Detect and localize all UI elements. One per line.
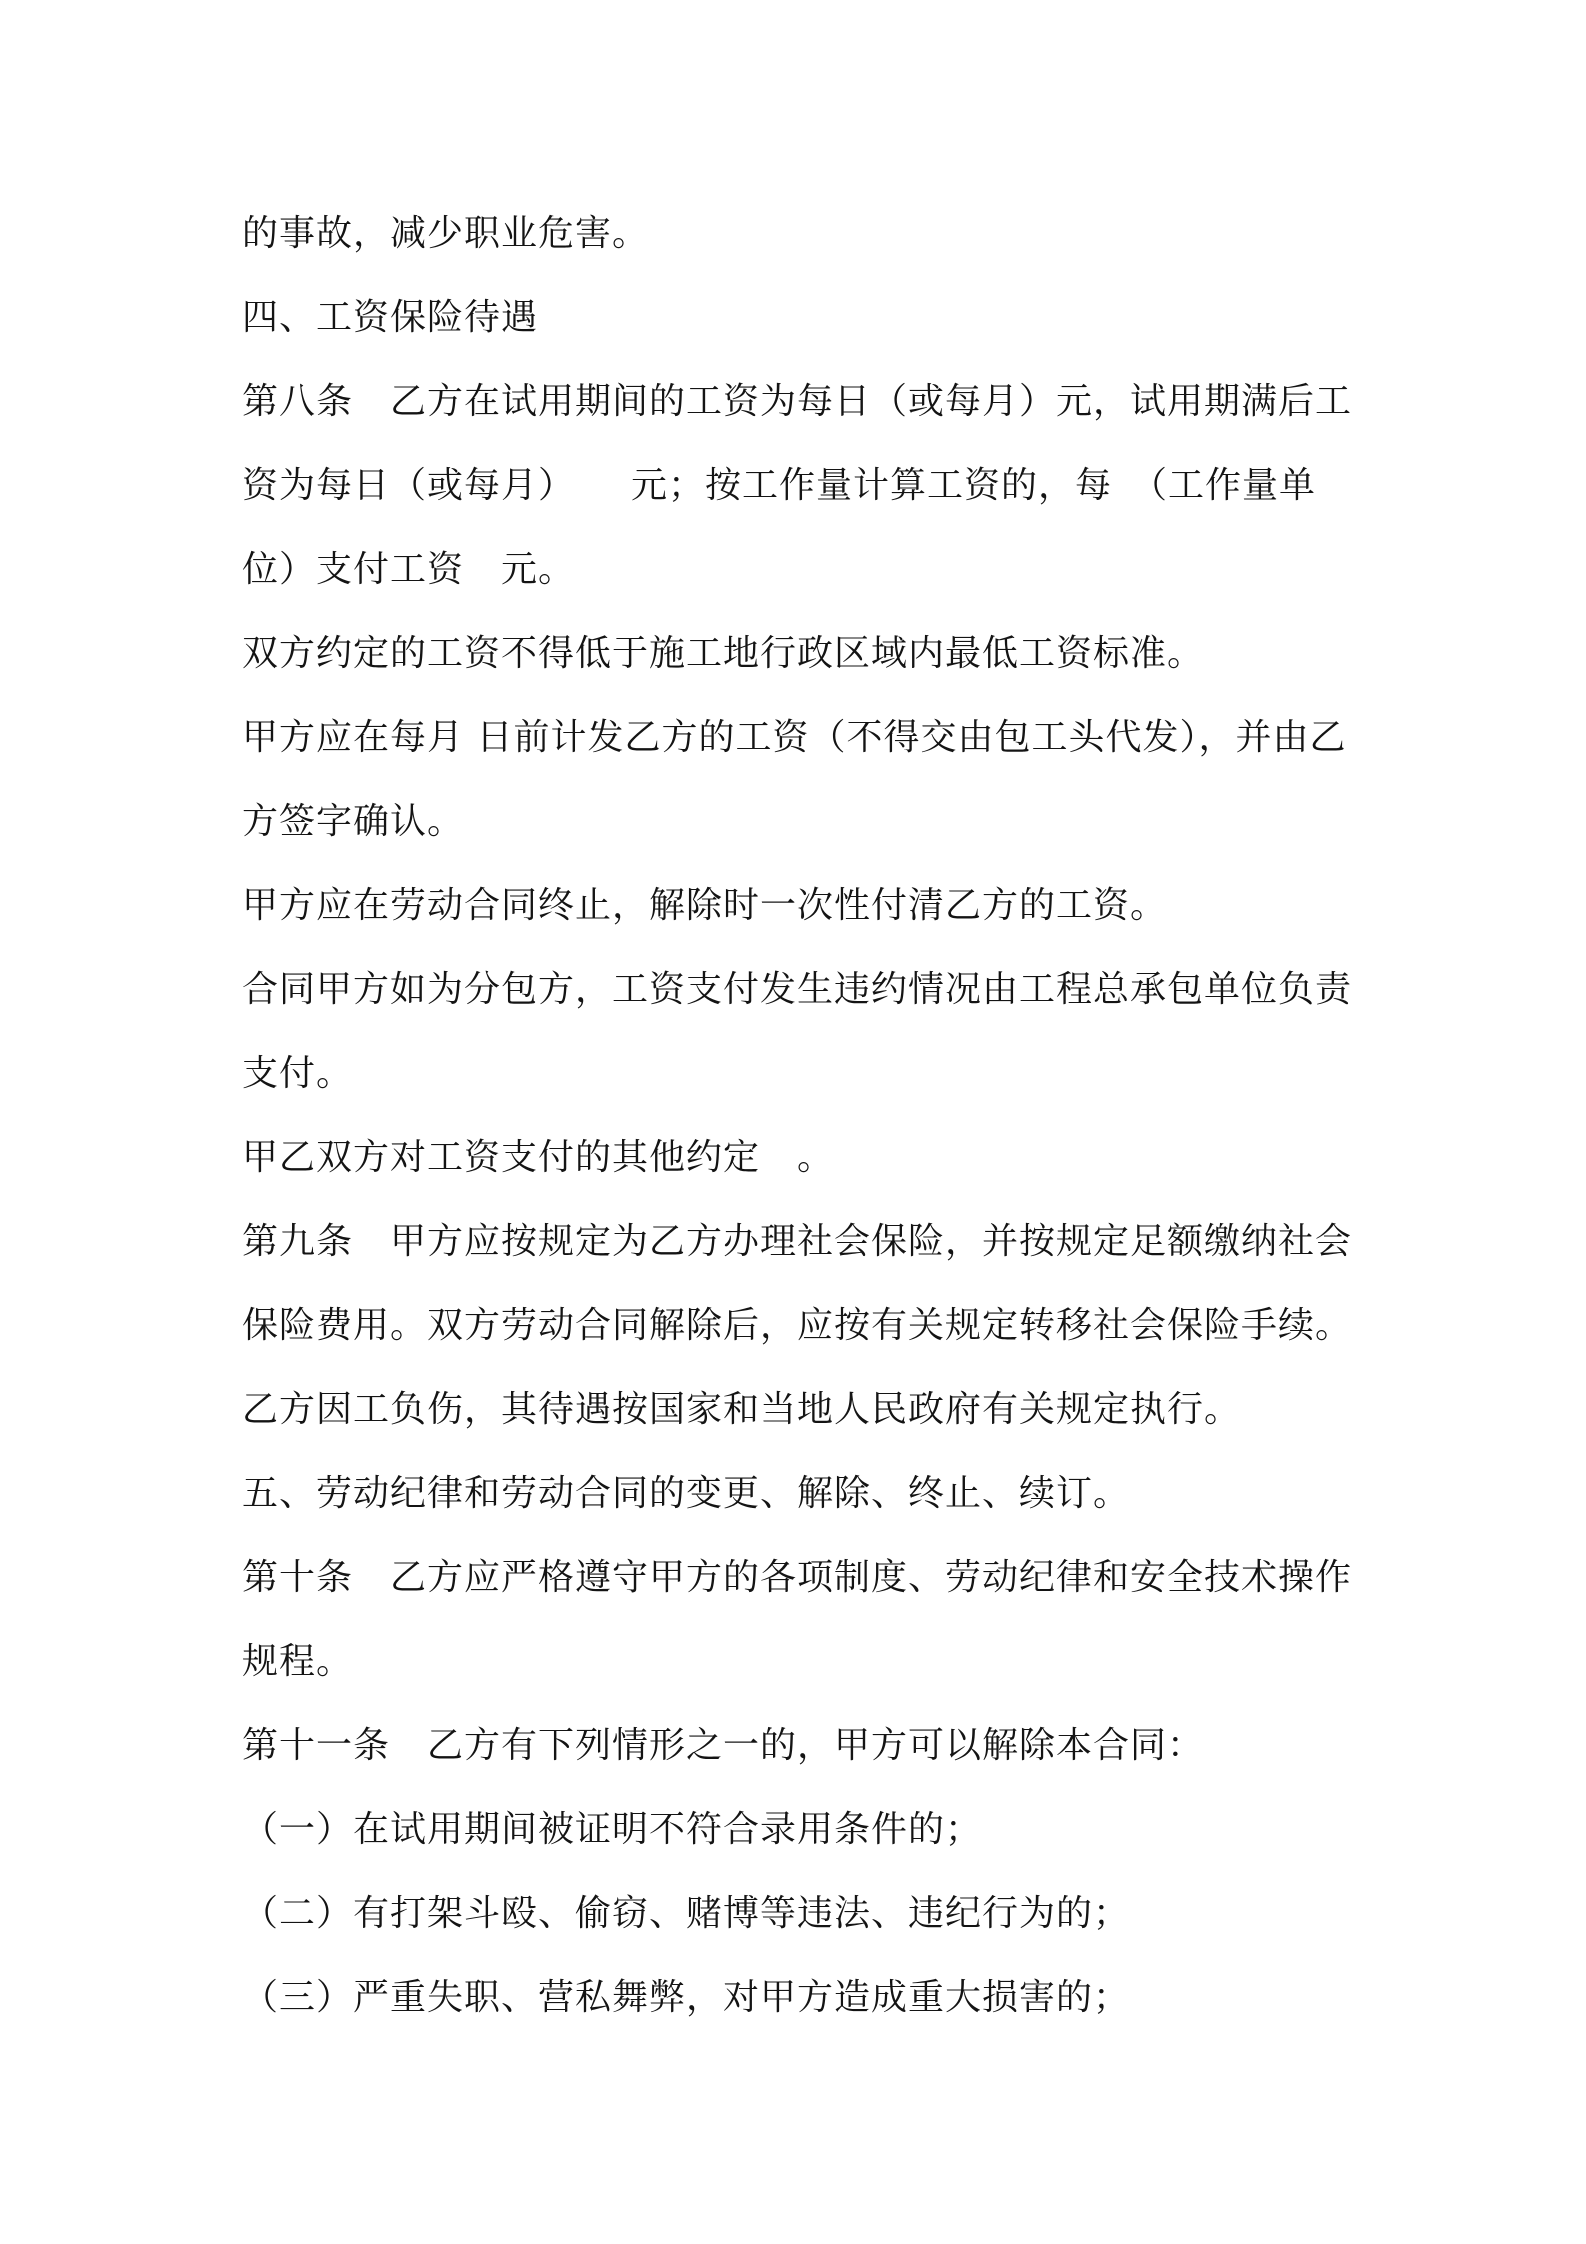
text-line: 乙方因工负伤，其待遇按国家和当地人民政府有关规定执行。	[242, 1389, 1242, 1430]
document-body	[242, 192, 1362, 2040]
text-line: 第八条 乙方在试用期间的工资为每日（或每月）元，试用期满后工	[242, 381, 1353, 422]
text-line: 第十条 乙方应严格遵守甲方的各项制度、劳动纪律和安全技术操作	[242, 1557, 1353, 1598]
text-line: 甲乙双方对工资支付的其他约定 。	[242, 1137, 835, 1178]
list-item: （三）严重失职、营私舞弊，对甲方造成重大损害的；	[242, 1977, 1131, 2018]
text-line: 双方约定的工资不得低于施工地行政区域内最低工资标准。	[242, 633, 1205, 674]
text-line: 第十一条 乙方有下列情形之一的，甲方可以解除本合同：	[242, 1725, 1205, 1766]
text-line: 位）支付工资 元。	[242, 549, 576, 590]
list-item: （二）有打架斗殴、偷窃、赌博等违法、违纪行为的；	[242, 1893, 1131, 1934]
text-line: 合同甲方如为分包方，工资支付发生违约情况由工程总承包单位负责	[242, 969, 1353, 1010]
list-item: （一）在试用期间被证明不符合录用条件的；	[242, 1809, 983, 1850]
text-line: 甲方应在每月 日前计发乙方的工资（不得交由包工头代发），并由乙	[242, 717, 1347, 758]
section-heading: 四、工资保险待遇	[242, 297, 539, 338]
text-line: 保险费用。双方劳动合同解除后，应按有关规定转移社会保险手续。	[242, 1305, 1353, 1346]
text-line: 方签字确认。	[242, 801, 465, 842]
text-line: 规程。	[242, 1641, 354, 1682]
text-line: 第九条 甲方应按规定为乙方办理社会保险，并按规定足额缴纳社会	[242, 1221, 1353, 1262]
text-line: 甲方应在劳动合同终止，解除时一次性付清乙方的工资。	[242, 885, 1168, 926]
text-line: 支付。	[242, 1053, 354, 1094]
section-heading: 五、劳动纪律和劳动合同的变更、解除、终止、续订。	[242, 1473, 1131, 1514]
text-line: 的事故，减少职业危害。	[242, 213, 650, 254]
text-line: 资为每日（或每月） 元；按工作量计算工资的，每 （工作量单	[242, 465, 1317, 506]
